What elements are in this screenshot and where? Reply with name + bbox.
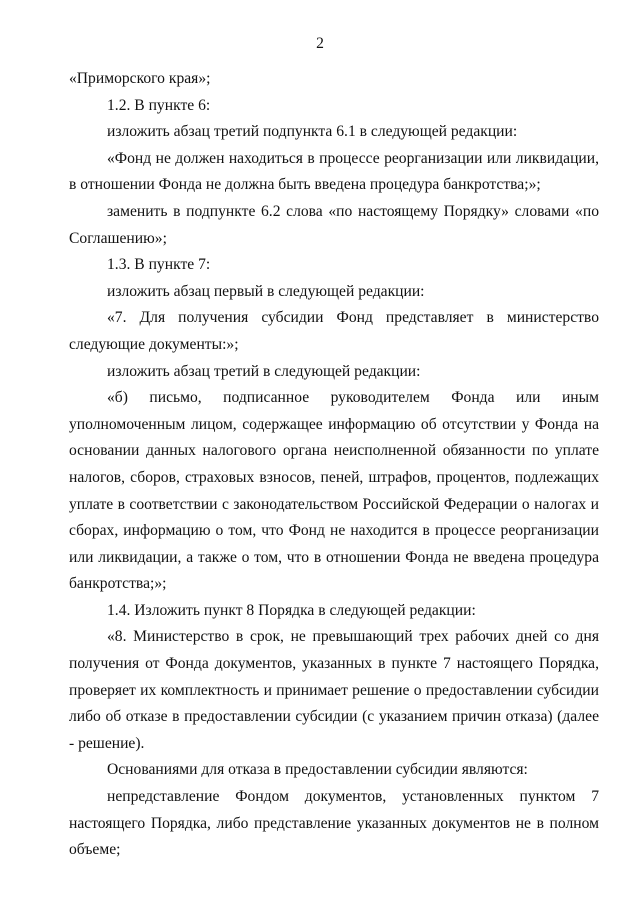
paragraph: 1.2. В пункте 6:	[107, 96, 211, 114]
paragraph: изложить абзац третий в следующей редакции:	[107, 362, 421, 380]
paragraph: «Фонд не должен находиться в процессе реорганизации или ликвидации, в отношении Фонда не должна быть введена процедура банкротства;»;	[69, 149, 599, 194]
paragraph: Основаниями для отказа в предоставлении субсидии являются:	[107, 761, 528, 779]
paragraph: изложить абзац третий подпункта 6.1 в следующей редакции:	[107, 123, 518, 141]
paragraph: «7. Для получения субсидии Фонд представляет в министерство следующие документы:»;	[69, 309, 599, 353]
document-body	[69, 66, 599, 864]
paragraph: «б) письмо, подписанное руководителем Фонда или иным уполномоченным лицом, содержащее информацию об отсутствии у Фонда на основании данных налогового органа неисполненной обязанности по уплате налогов, сборов, страховых взносов, пеней, штрафов, процентов, подлежащих уплате в соответствии с законодательством Российской Федерации о налогах и сборах, информацию о том, что Фонд не находится в процессе реорганизации или ликвидации, а также о том, что в отношении Фонда не введена процедура банкротства;»;	[69, 389, 599, 593]
paragraph: 1.3. В пункте 7:	[107, 256, 211, 274]
paragraph: заменить в подпункте 6.2 слова «по настоящему Порядку» словами «по Соглашению»;	[69, 202, 599, 247]
paragraph: «8. Министерство в срок, не превышающий трех рабочих дней со дня получения от Фонда документов, указанных в пункте 7 настоящего Порядка, проверяет их комплектность и принимает решение о предоставлении субсидии либо об отказе в предоставлении субсидии (с указанием причин отказа) (далее - решение).	[69, 628, 599, 752]
paragraph: «Приморского края»;	[69, 70, 211, 87]
paragraph: непредставление Фондом документов, установленных пунктом 7 настоящего Порядка, либо представление указанных документов не в полном объеме;	[69, 788, 599, 859]
paragraph: 1.4. Изложить пункт 8 Порядка в следующей редакции:	[107, 601, 476, 619]
page-number: 2	[316, 35, 324, 52]
paragraph: изложить абзац первый в следующей редакции:	[107, 282, 425, 300]
